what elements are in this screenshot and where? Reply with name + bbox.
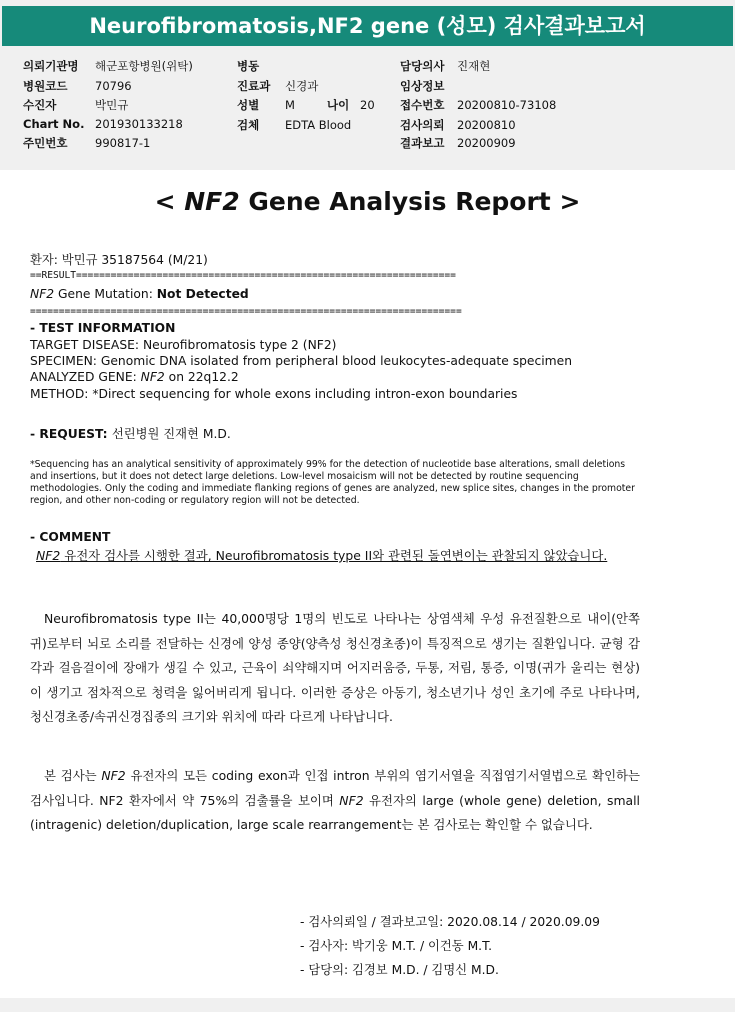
info-label: 진료과 — [237, 79, 271, 93]
info-row-report-date — [400, 135, 516, 151]
info-label: 접수번호 — [400, 98, 445, 112]
analyzed-gene-prefix: ANALYZED GENE: — [30, 370, 141, 384]
info-label: 주민번호 — [23, 136, 68, 150]
info-value: 20200810 — [457, 118, 516, 132]
info-value: 990817-1 — [95, 136, 151, 150]
result-separator: ==RESULT================================================================== — [30, 270, 456, 281]
info-value: 박민규 — [95, 98, 129, 112]
request — [30, 424, 231, 442]
request-value: 선린병원 진재현 M.D. — [111, 427, 231, 441]
info-row-clinical-info — [400, 78, 457, 94]
method: METHOD: *Direct sequencing for whole exons including intron-exon boundaries — [30, 387, 518, 401]
comment-body: 유전자 검사를 시행한 결과, Neurofibromatosis type II와 관련된 돌연변이는 관찰되지 않았습니다. — [60, 548, 608, 563]
report-title — [0, 187, 735, 216]
comment-heading: - COMMENT — [30, 530, 111, 544]
info-row-chart-no — [23, 117, 183, 131]
mutation-value: Not Detected — [156, 287, 249, 301]
request-label: - REQUEST: — [30, 427, 112, 441]
info-value: 20200810-73108 — [457, 98, 557, 112]
paragraph-description: Neurofibromatosis type II는 40,000명당 1명의 빈도로 나타나는 상염색체 우성 유전질환으로 내이(안쪽 귀)로부터 뇌로 소리를 전달하는 신경에 양성 종양(양측성 청신경초종)이 특징적으로 생기는 질환입니다. 균형 감각과 걸음걸이에 장애가 생길 수 있고, 근육이 쇠약해지며 어지러움증, 두통, 저림, 통증, 이명(귀가 울리는 현상)이 생기고 점차적으로 청력을 잃어버리게 됩니다. 이러한 증상은 아동기, 청소년기나 성인 초기에 주로 나타나며, 청신경초종/속귀신경집종의 크기와 위치에 따라 다르게 나타납니다. — [30, 611, 640, 724]
info-label: 검체 — [237, 118, 260, 132]
info-row-request-date — [400, 117, 516, 133]
analyzed-gene — [30, 370, 239, 384]
info-row-specimen — [237, 117, 351, 133]
info-label: 병동 — [237, 59, 260, 73]
info-row-department — [237, 78, 318, 94]
info-label: 결과보고 — [400, 136, 445, 150]
result-separator-end: =========================================================================== — [30, 306, 462, 317]
specimen: SPECIMEN: Genomic DNA isolated from peripheral blood leukocytes-adequate specimen — [30, 354, 573, 368]
info-row-resident-no — [23, 135, 150, 151]
info-value: M — [285, 98, 295, 112]
info-value: 신경과 — [285, 79, 319, 93]
comment-gene: NF2 — [36, 548, 61, 563]
info-label: 수진자 — [23, 98, 57, 112]
report-header-title: Neurofibromatosis,NF2 gene (성모) 검사결과보고서 — [2, 6, 733, 46]
info-row-hospital-code — [23, 78, 132, 94]
info-row-patient — [23, 97, 128, 113]
para2-part-b: 유전자의 모든 coding exon과 인접 intron 부위의 염기서열을 직접염기서열법으로 확인하는 검사입니다. NF2 환자에서 약 75%의 검출률을 보이며 — [30, 768, 640, 808]
comment-text — [30, 544, 640, 569]
mutation-gene: NF2 — [30, 287, 55, 301]
info-row-sex — [237, 97, 375, 113]
para2-part-c: 유전자의 large (whole gene) deletion, small (intragenic) deletion/duplication, large scale rearrangement는 본 검사로는 확인할 수 없습니다. — [30, 792, 640, 832]
title-prefix: < — [154, 187, 185, 216]
info-row-institution — [23, 58, 193, 74]
info-label: Chart No. — [23, 117, 85, 131]
footer-physicians: - 담당의: 김경보 M.D. / 김명신 M.D. — [300, 963, 499, 977]
mutation-label: Gene Mutation: — [54, 287, 157, 301]
analyzed-gene-suffix: on 22q12.2 — [164, 370, 239, 384]
analyzed-gene-name: NF2 — [140, 370, 165, 384]
title-gene: NF2 — [184, 187, 240, 216]
info-label: 병원코드 — [23, 79, 68, 93]
info-row-ward — [237, 58, 285, 74]
test-info-heading: - TEST INFORMATION — [30, 321, 176, 335]
info-value: 진재현 — [457, 59, 491, 73]
footer-dates: - 검사의뢰일 / 결과보고일: 2020.08.14 / 2020.09.09 — [300, 915, 600, 929]
info-label: 성별 — [237, 98, 260, 112]
para2-part-a: 본 검사는 — [44, 768, 102, 783]
info-label: 검사의뢰 — [400, 118, 445, 132]
info-value: 201930133218 — [95, 117, 183, 131]
info-value: EDTA Blood — [285, 118, 352, 132]
paragraph-method — [30, 764, 640, 838]
info-label-age: 나이 — [327, 98, 350, 112]
target-disease: TARGET DISEASE: Neurofibromatosis type 2 (NF2) — [30, 338, 337, 352]
info-row-receipt-no — [400, 97, 556, 113]
para2-gene: NF2 — [101, 768, 126, 783]
disclaimer: *Sequencing has an analytical sensitivity of approximately 99% for the detection of nucleotide base alterations, small deletions and insertions, but it does not detect large deletions. Low-level mosaicism will not be detected by routine sequencing methodologies. Only the coding and immediate flanking regions of genes are analyzed, new splice sites, changes in the promoter region, and other non-coding or regulatory region will not be detected. — [30, 459, 635, 506]
info-row-physician — [400, 58, 490, 74]
info-value: 70796 — [95, 79, 132, 93]
info-label: 임상정보 — [400, 79, 445, 93]
para2-gene: NF2 — [339, 792, 364, 808]
footer-technicians: - 검사자: 박기웅 M.T. / 이건동 M.T. — [300, 939, 493, 953]
patient-line: 환자: 박민규 35187564 (M/21) — [30, 253, 208, 267]
info-label: 의뢰기관명 — [23, 59, 79, 73]
title-suffix: Gene Analysis Report > — [239, 187, 581, 216]
info-value: 해군포항병원(위탁) — [95, 59, 193, 73]
info-value: 20200909 — [457, 136, 516, 150]
mutation-result — [30, 287, 249, 301]
info-value-age: 20 — [360, 98, 375, 112]
info-label: 담당의사 — [400, 59, 445, 73]
bottom-strip — [0, 998, 735, 1012]
